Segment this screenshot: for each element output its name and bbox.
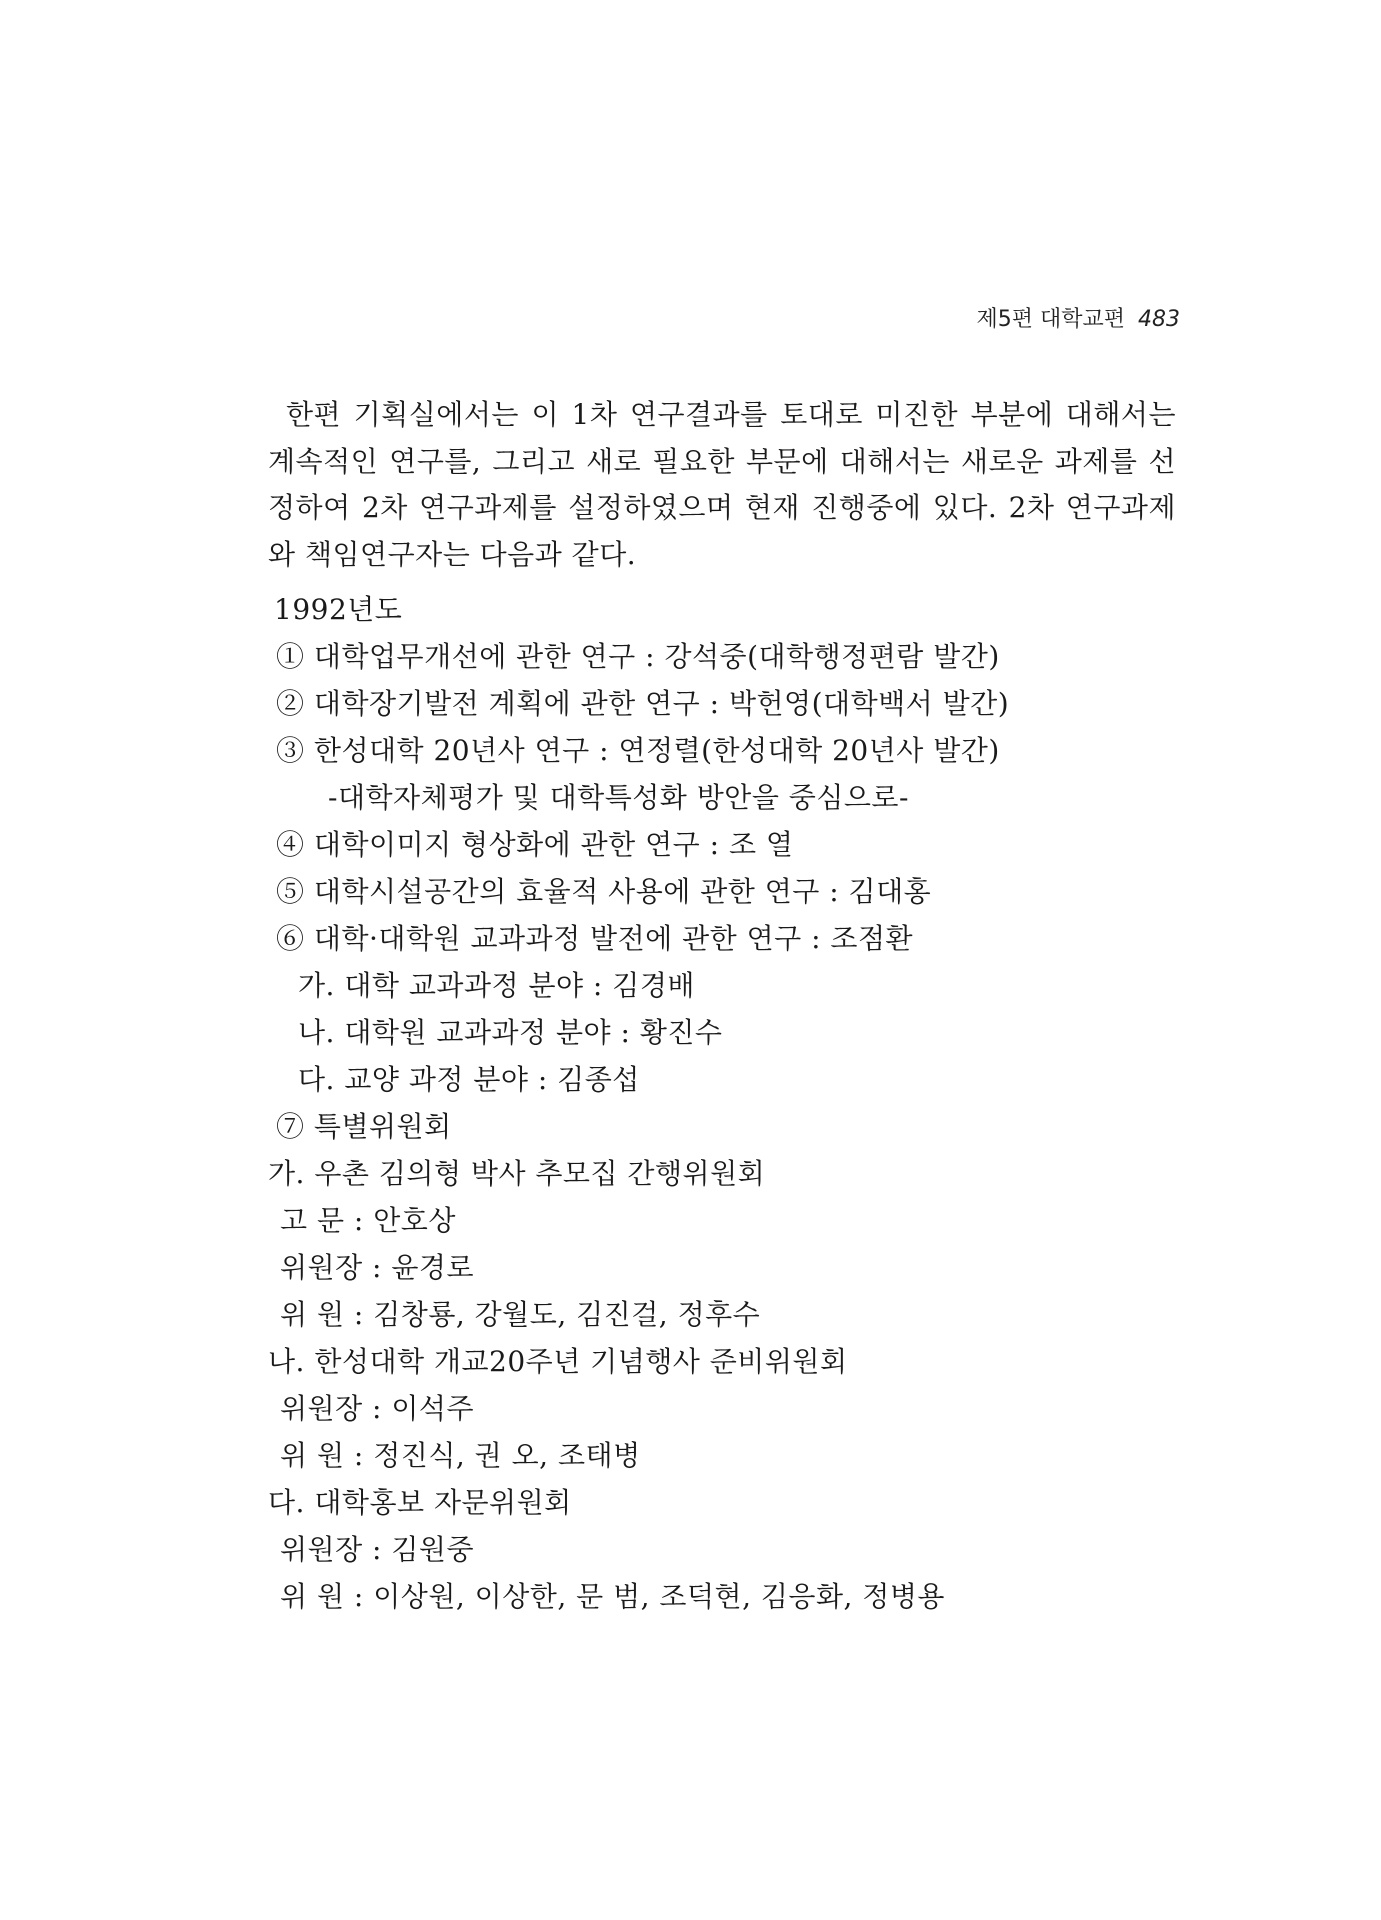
project-item: ⑥ 대학·대학원 교과과정 발전에 관한 연구 : 조점환 xyxy=(276,922,914,955)
committee-a-advisor: 고 문 : 안호상 xyxy=(280,1204,456,1237)
curriculum-subitem: 가. 대학 교과과정 분야 : 김경배 xyxy=(298,969,695,1002)
project-item: ⑤ 대학시설공간의 효율적 사용에 관한 연구 : 김대홍 xyxy=(276,875,932,908)
committee-c-chair: 위원장 : 김원중 xyxy=(280,1533,475,1566)
project-item: ② 대학장기발전 계획에 관한 연구 : 박헌영(대학백서 발간) xyxy=(276,687,1010,720)
running-header xyxy=(976,302,1180,333)
committee-b-title: 나. 한성대학 개교20주년 기념행사 준비위원회 xyxy=(268,1345,848,1378)
committee-b-chair: 위원장 : 이석주 xyxy=(280,1392,475,1425)
committee-a-members: 위 원 : 김창룡, 강월도, 김진걸, 정후수 xyxy=(280,1298,761,1331)
special-committee-heading: ⑦ 특별위원회 xyxy=(276,1110,452,1143)
project-item: ④ 대학이미지 형상화에 관한 연구 : 조 열 xyxy=(276,828,794,861)
year-heading: 1992년도 xyxy=(274,593,403,626)
project-list xyxy=(268,586,1188,1620)
committee-a-chair: 위원장 : 윤경로 xyxy=(280,1251,475,1284)
intro-paragraph: 한편 기획실에서는 이 1차 연구결과를 토대로 미진한 부분에 대해서는 계속적인 연구를, 그리고 새로 필요한 부문에 대해서는 새로운 과제를 선정하여 2차 연구과제를 설정하였으며 현재 진행중에 있다. 2차 연구과제와 책임연구자는 다음과 같다. xyxy=(268,398,1176,571)
project-item: ① 대학업무개선에 관한 연구 : 강석중(대학행정편람 발간) xyxy=(276,640,1000,673)
curriculum-subitem: 나. 대학원 교과과정 분야 : 황진수 xyxy=(298,1016,723,1049)
committee-a-title: 가. 우촌 김의형 박사 추모집 간행위원회 xyxy=(268,1157,766,1190)
curriculum-subitem: 다. 교양 과정 분야 : 김종섭 xyxy=(298,1063,640,1096)
committee-c-title: 다. 대학홍보 자문위원회 xyxy=(268,1486,572,1519)
page-number: 483 xyxy=(1138,307,1180,332)
section-title: 제5편 대학교편 xyxy=(976,307,1125,332)
project-item: ③ 한성대학 20년사 연구 : 연정렬(한성대학 20년사 발간) xyxy=(276,734,1000,767)
committee-c-members: 위 원 : 이상원, 이상한, 문 범, 조덕현, 김응화, 정병용 xyxy=(280,1580,945,1613)
project-subtitle: -대학자체평가 및 대학특성화 방안을 중심으로- xyxy=(328,781,909,814)
committee-b-members: 위 원 : 정진식, 권 오, 조태병 xyxy=(280,1439,641,1472)
